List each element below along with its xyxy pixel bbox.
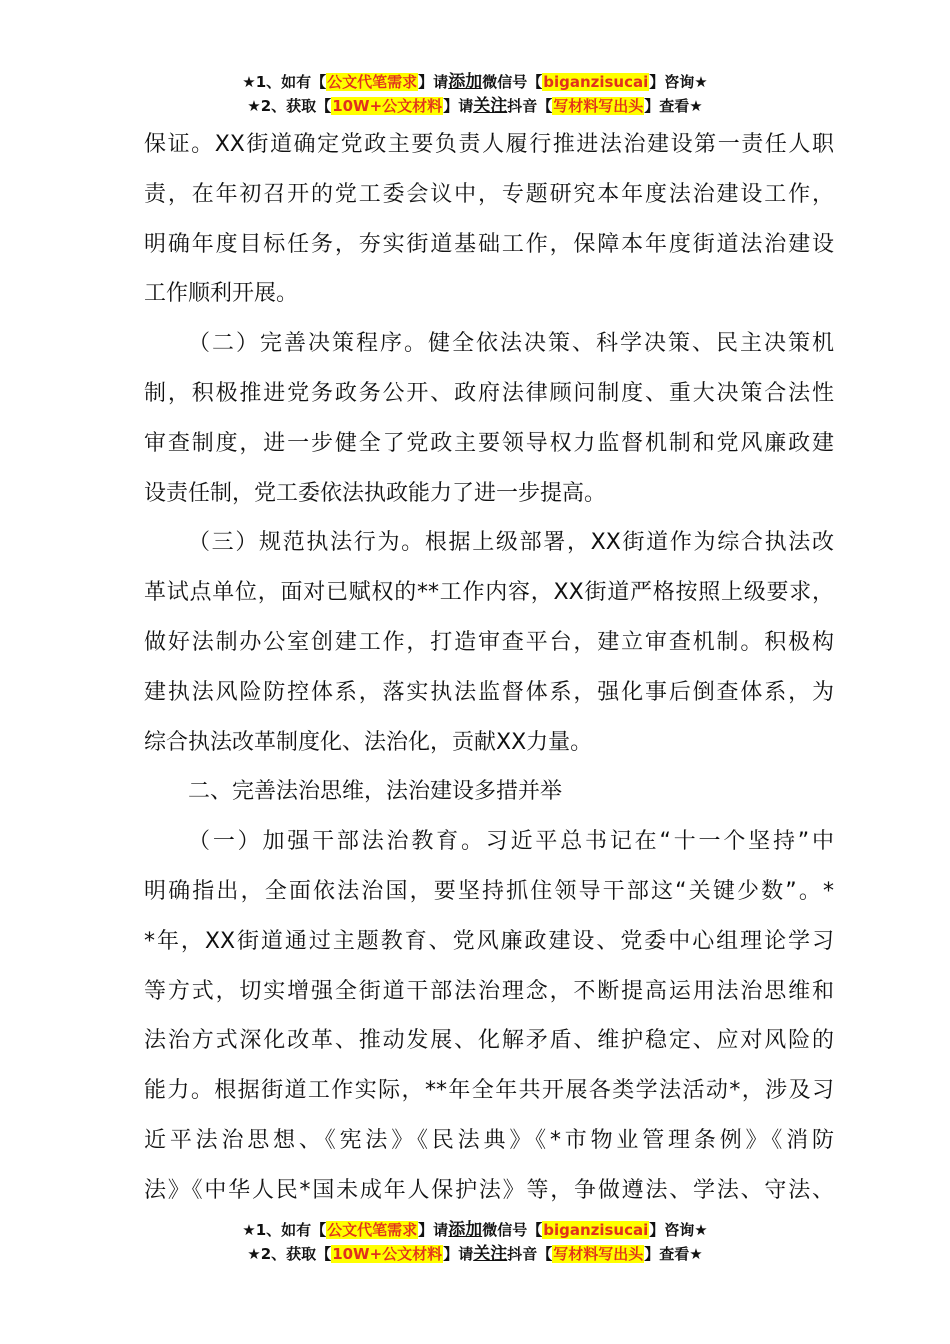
promo-text: 微信号【 bbox=[482, 73, 543, 91]
promo-text: 】请 bbox=[418, 73, 449, 91]
body-line: 明确年度目标任务，夯实街道基础工作，保障本年度街道法治建设 bbox=[144, 231, 834, 257]
body-line: 制，积极推进党务政务公开、政府法律顾问制度、重大决策合法性 bbox=[144, 380, 834, 406]
body-line: 设责任制，党工委依法执政能力了进一步提高。 bbox=[144, 480, 607, 506]
body-line: *年，XX街道通过主题教育、党风廉政建设、党委中心组理论学习 bbox=[144, 928, 834, 954]
promo-text: 】请 bbox=[443, 97, 474, 115]
promo-underlined: 添加 bbox=[448, 72, 483, 92]
body-line: （一）加强干部法治教育。习近平总书记在“十一个坚持”中 bbox=[188, 829, 834, 855]
body-line: 近平法治思想、《宪法》《民法典》《*市物业管理条例》《消防 bbox=[144, 1127, 834, 1153]
promo-text: 微信号【 bbox=[482, 1221, 543, 1239]
body-line: 等方式，切实增强全街道干部法治理念，不断提高运用法治思维和 bbox=[144, 978, 834, 1004]
promo-highlight: 写材料写出头 bbox=[553, 97, 644, 115]
promo-underlined: 关注 bbox=[473, 1244, 508, 1264]
promo-underlined: 关注 bbox=[473, 96, 508, 116]
body-line: 革试点单位，面对已赋权的**工作内容，XX街道严格按照上级要求， bbox=[144, 580, 834, 606]
body-line: 做好法制办公室创建工作，打造审查平台，建立审查机制。积极构 bbox=[144, 629, 834, 655]
promo-text: 】查看★ bbox=[644, 97, 703, 115]
body-line: 保证。XX街道确定党政主要负责人履行推进法治建设第一责任人职 bbox=[144, 132, 834, 157]
promo-text: 】咨询★ bbox=[649, 1221, 708, 1239]
promo-text: ★1、如有【 bbox=[242, 73, 327, 91]
promo-highlight: biganzisucai bbox=[543, 73, 649, 91]
promo-highlight: 10W+公文材料 bbox=[332, 1245, 443, 1263]
promo-text: 】咨询★ bbox=[649, 73, 708, 91]
body-line: 建执法风险防控体系，落实执法监督体系，强化事后倒查体系，为 bbox=[144, 679, 834, 705]
promo-text: 】请 bbox=[418, 1221, 449, 1239]
promo-banner-bottom bbox=[0, 1218, 950, 1266]
promo-text: 抖音【 bbox=[507, 1245, 553, 1263]
promo-highlight: biganzisucai bbox=[543, 1221, 649, 1239]
promo-banner-top bbox=[0, 70, 950, 118]
body-line: 法》《中华人民*国未成年人保护法》等，争做遵法、学法、守法、 bbox=[144, 1177, 834, 1203]
promo-line-1 bbox=[0, 70, 950, 94]
promo-line-1 bbox=[0, 1218, 950, 1242]
section-heading: 二、完善法治思维，法治建设多措并举 bbox=[188, 779, 563, 805]
promo-underlined: 添加 bbox=[448, 1220, 483, 1240]
body-line: 综合执法改革制度化、法治化，贡献XX力量。 bbox=[144, 729, 593, 755]
document-body bbox=[144, 120, 834, 1216]
body-line: 审查制度，进一步健全了党政主要领导权力监督机制和党风廉政建 bbox=[144, 430, 834, 456]
body-line: 明确指出，全面依法治国，要坚持抓住领导干部这“关键少数”。* bbox=[144, 878, 834, 904]
promo-highlight: 公文代笔需求 bbox=[327, 1221, 418, 1239]
promo-text: 抖音【 bbox=[507, 97, 553, 115]
body-line: （二）完善决策程序。健全依法决策、科学决策、民主决策机 bbox=[188, 331, 834, 357]
promo-line-2 bbox=[0, 1242, 950, 1266]
body-line: 能力。根据街道工作实际，**年全年共开展各类学法活动*，涉及习 bbox=[144, 1078, 834, 1104]
promo-text: ★2、获取【 bbox=[247, 1245, 332, 1263]
promo-text: ★2、获取【 bbox=[247, 97, 332, 115]
body-line: （三）规范执法行为。根据上级部署，XX街道作为综合执法改 bbox=[188, 530, 834, 556]
promo-highlight: 10W+公文材料 bbox=[332, 97, 443, 115]
body-line: 责，在年初召开的党工委会议中，专题研究本年度法治建设工作， bbox=[144, 181, 834, 207]
body-line: 工作顺利开展。 bbox=[144, 281, 299, 307]
promo-text: ★1、如有【 bbox=[242, 1221, 327, 1239]
promo-highlight: 公文代笔需求 bbox=[327, 73, 418, 91]
promo-line-2 bbox=[0, 94, 950, 118]
promo-highlight: 写材料写出头 bbox=[553, 1245, 644, 1263]
promo-text: 】请 bbox=[443, 1245, 474, 1263]
body-line: 法治方式深化改革、推动发展、化解矛盾、维护稳定、应对风险的 bbox=[144, 1028, 834, 1054]
promo-text: 】查看★ bbox=[644, 1245, 703, 1263]
